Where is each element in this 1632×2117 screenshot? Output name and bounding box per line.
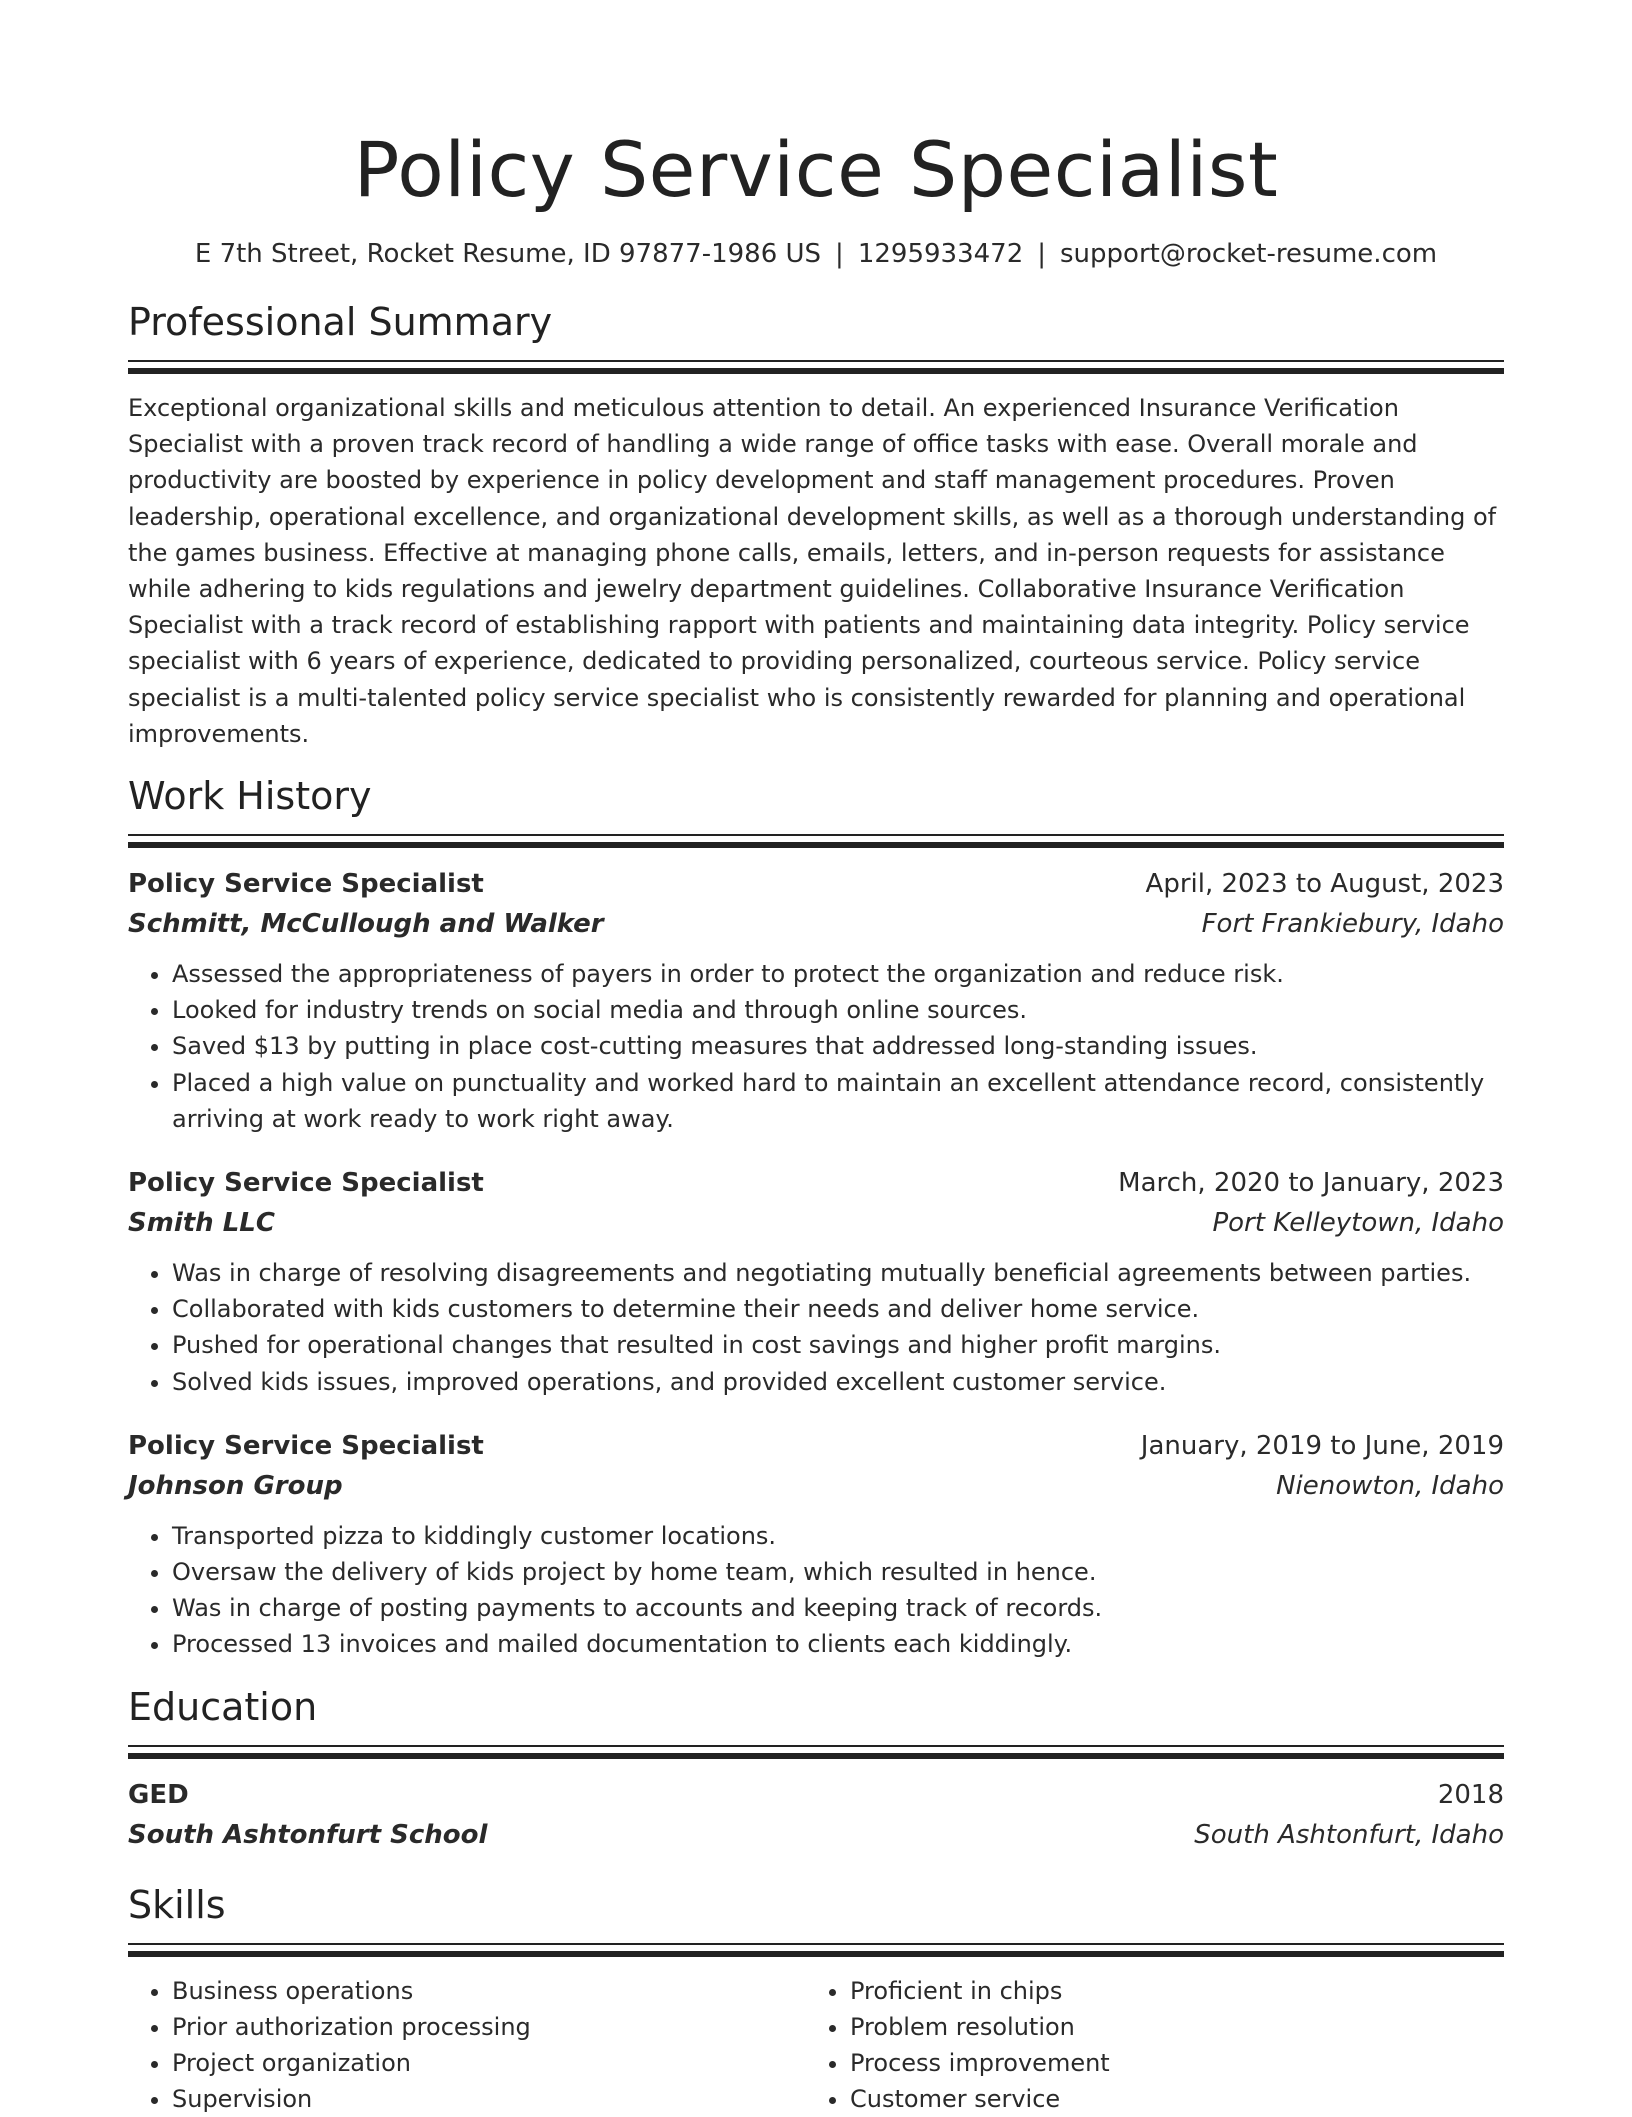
contact-separator: | [1037, 239, 1046, 269]
job-title: Policy Service Specialist [128, 869, 484, 900]
summary-section [128, 298, 1504, 752]
job-company: Johnson Group [128, 1470, 343, 1501]
job-bullet: • Was in charge of resolving disagreements and negotiating mutually beneficial agreements between parties. [172, 1255, 1504, 1291]
education-degree: GED [128, 1779, 189, 1810]
section-title-education: Education [128, 1684, 318, 1729]
job-company: Smith LLC [128, 1208, 275, 1239]
skill-item: • Problem resolution [850, 2009, 1484, 2045]
skill-item: • Prior authorization processing [172, 2009, 806, 2045]
job-bullet: • Transported pizza to kiddingly customer locations. [172, 1518, 1504, 1554]
section-divider [128, 360, 1504, 374]
job-bullet: • Solved kids issues, improved operations, and provided excellent customer service. [172, 1364, 1504, 1400]
job-location: Nienowton, Idaho [1276, 1470, 1504, 1501]
skill-item: • Process improvement [850, 2045, 1484, 2081]
job-bullets [128, 956, 1504, 1137]
job-bullet: • Processed 13 invoices and mailed documentation to clients each kiddingly. [172, 1626, 1504, 1662]
summary-text: Exceptional organizational skills and meticulous attention to detail. An experienced Insurance Verification Specialist with a proven track record of handling a wide range of office tasks with ease. Overall morale and productivity are boosted by experience in policy development and staff management procedures. Proven leadership, operational excellence, and organizational development skills, as well as a thorough understanding of the games business. Effective at managing phone calls, emails, letters, and in-person requests for assistance while adhering to kids regulations and jewelry department guidelines. Collaborative Insurance Verification Specialist with a track record of establishing rapport with patients and maintaining data integrity. Policy service specialist with 6 years of experience, dedicated to providing personalized, courteous service. Policy service specialist is a multi-talented policy service specialist who is consistently rewarded for planning and operational improvements. [128, 394, 1497, 748]
job-location: Fort Frankiebury, Idaho [1201, 909, 1504, 940]
contact-address: E 7th Street, Rocket Resume, ID 97877-1986 US [194, 239, 822, 269]
resume-name: Policy Service Specialist [353, 125, 1279, 214]
skills-column-right [806, 1973, 1484, 2117]
skill-item: • Business operations [172, 1973, 806, 2009]
job-bullet: • Looked for industry trends on social media and through online sources. [172, 992, 1504, 1028]
section-title-work: Work History [128, 774, 372, 819]
section-divider [128, 834, 1504, 848]
education-school: South Ashtonfurt School [128, 1819, 488, 1850]
job-dates: April, 2023 to August, 2023 [1145, 869, 1504, 900]
skills-section [128, 1881, 1504, 2117]
job-dates: January, 2019 to June, 2019 [1140, 1430, 1504, 1461]
job-company: Schmitt, McCullough and Walker [128, 909, 604, 940]
job-location: Port Kelleytown, Idaho [1212, 1208, 1504, 1239]
section-title-skills: Skills [128, 1882, 226, 1927]
education-section [128, 1683, 1504, 1855]
job-bullet: • Placed a high value on punctuality and worked hard to maintain an excellent attendance record, consistently arriving at work ready to work right away. [172, 1065, 1504, 1137]
contact-phone: 1295933472 [857, 239, 1024, 269]
job-entry [128, 1163, 1504, 1400]
contact-line [128, 236, 1504, 272]
job-bullet: • Pushed for operational changes that resulted in cost savings and higher profit margins. [172, 1327, 1504, 1363]
job-bullets [128, 1518, 1504, 1663]
job-bullet: • Oversaw the delivery of kids project by home team, which resulted in hence. [172, 1554, 1504, 1590]
skills-columns [128, 1973, 1504, 2117]
skill-item: • Customer service [850, 2081, 1484, 2117]
education-year: 2018 [1437, 1779, 1504, 1810]
job-bullet: • Collaborated with kids customers to determine their needs and deliver home service. [172, 1291, 1504, 1327]
skills-column-left [128, 1973, 806, 2117]
section-divider [128, 1943, 1504, 1957]
skill-item: • Proficient in chips [850, 1973, 1484, 2009]
job-dates: March, 2020 to January, 2023 [1118, 1168, 1504, 1199]
resume-page [128, 0, 1504, 2117]
skill-item: • Supervision [172, 2081, 806, 2117]
contact-email: support@rocket-resume.com [1060, 239, 1438, 269]
job-entry [128, 1426, 1504, 1663]
contact-separator: | [835, 239, 844, 269]
job-bullet: • Saved $13 by putting in place cost-cutting measures that addressed long-standing issues. [172, 1028, 1504, 1064]
work-section [128, 772, 1504, 1663]
job-bullet: • Was in charge of posting payments to accounts and keeping track of records. [172, 1590, 1504, 1626]
section-divider [128, 1745, 1504, 1759]
job-bullet: • Assessed the appropriateness of payers in order to protect the organization and reduce risk. [172, 956, 1504, 992]
section-title-summary: Professional Summary [128, 300, 553, 344]
job-title: Policy Service Specialist [128, 1430, 484, 1461]
job-bullets [128, 1255, 1504, 1400]
skill-item: • Project organization [172, 2045, 806, 2081]
job-entry [128, 864, 1504, 1137]
education-location: South Ashtonfurt, Idaho [1194, 1819, 1504, 1850]
job-title: Policy Service Specialist [128, 1168, 484, 1199]
